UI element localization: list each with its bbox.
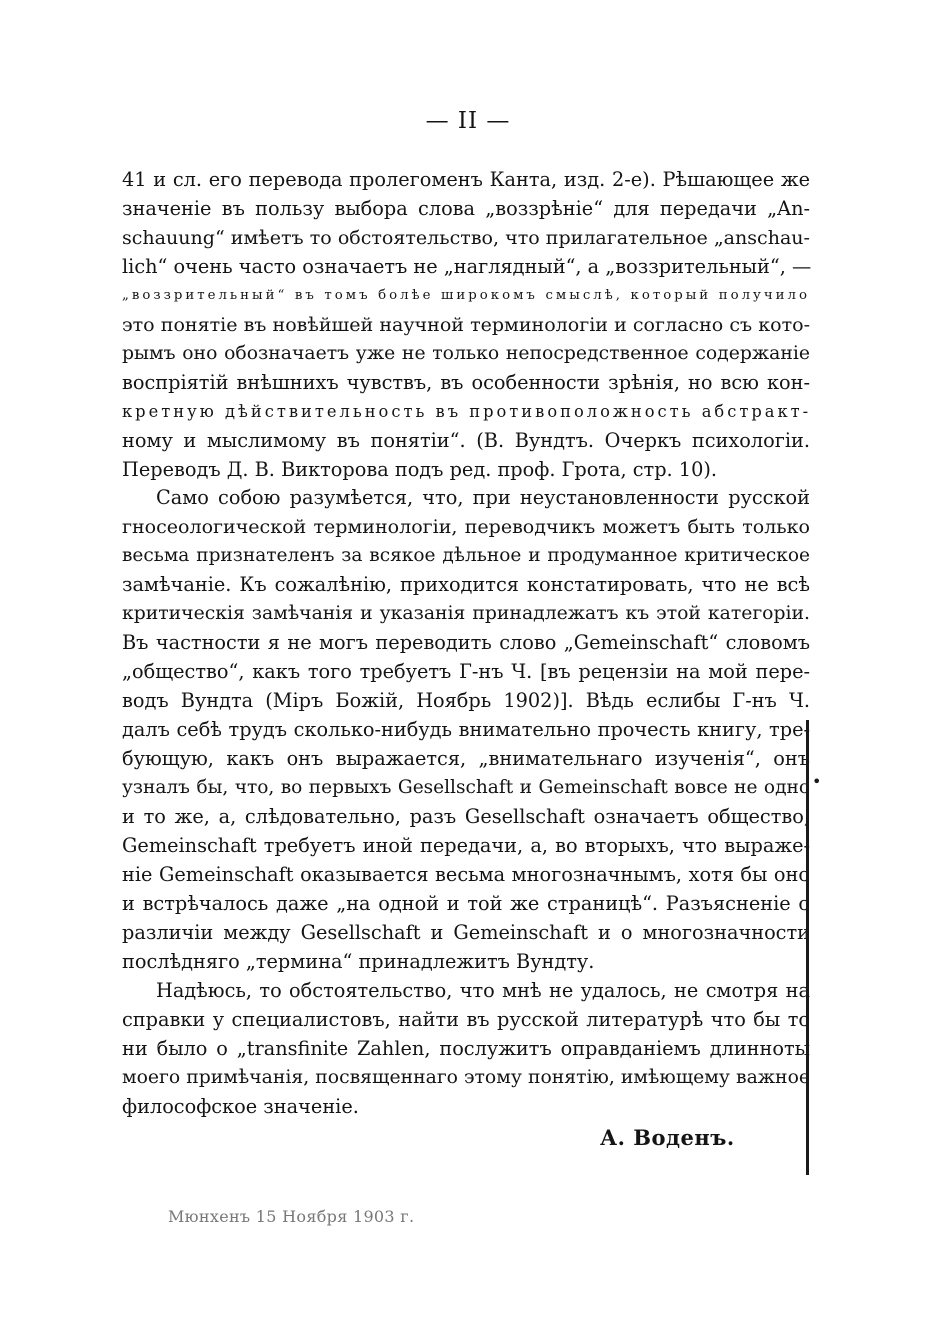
p3-line: философское значенiе. [122,1095,359,1118]
p2-line: и встрѣчалось даже „на одной и той же страницѣ“. Разъясненiе о [122,892,810,915]
p2-line: различiи между Gesellschaft и Gemeinschaft и о многозначности [122,921,810,944]
p1-line: кретную дѣйствительность въ противоположность абстракт- [122,402,812,421]
p1-line: schauung“ имѣетъ то обстоятельство, что прилагательное „anschau- [122,227,810,249]
p1-line: 41 и сл. его перевода пролегоменъ Канта, изд. 2-е). Рѣшающее же [122,168,810,191]
p3-line: справки у специалистовъ, найти въ русской литературѣ что бы то [122,1008,810,1031]
p1-line: рымъ оно обозначаетъ уже не только непосредственное содержанiе [122,343,810,364]
p2-line: далъ себѣ трудъ сколько-нибудь внимательно прочесть книгу, тре- [122,718,810,741]
p2-line: водъ Вундта (Мiръ Божiй, Ноябрь 1902)]. Вѣдь еслибы Г-нъ Ч. [122,689,810,712]
p1-line: значенiе въ пользу выбора слова „воззрѣнiе“ для передачи „An- [122,197,810,220]
margin-mark: • [812,772,822,791]
p3-line: Надѣюсь, то обстоятельство, что мнѣ не удалось, не смотря на [156,979,810,1002]
p3-line: ни было о „transfinite Zahlen, послужитъ оправданiемъ длинноты [122,1037,810,1060]
p2-line: Само собою разумѣется, что, при неустановленности русской [156,486,810,509]
p2-line: замѣчанiе. Къ сожалѣнiю, приходится констатировать, что не всѣ [122,573,810,596]
p1-line: это понятiе въ новѣйшей научной терминологiи и согласно съ кото- [122,314,810,336]
p2-line: узналъ бы, что, во первыхъ Gesellschaft и Gemeinschaft вовсе не одно [122,777,810,798]
p2-line: и то же, а, слѣдовательно, разъ Gesellschaft означаетъ общество, [122,805,810,828]
p2-line: послѣдняго „термина“ принадлежитъ Вундту. [122,950,595,973]
p1-line: „воззрительный“ въ томъ болѣе широкомъ смыслѣ, который получило [122,288,810,303]
p1-line: lich“ очень часто означаетъ не „наглядный“, а „воззрительный“, — [122,255,812,278]
page-number: — II — [425,108,511,134]
p2-line: „общество“, какъ того требуетъ Г-нъ Ч. [въ рецензiи на мой пере- [122,660,810,683]
p2-line: Gemeinschaft требуетъ иной передачи, а, во вторыхъ, что выраже- [122,834,810,857]
p2-line: нiе Gemeinschaft оказывается весьма многозначнымъ, хотя бы оно [122,863,810,886]
margin-binding-line [806,720,809,1175]
p2-line: весьма признателенъ за всякое дѣльное и продуманное критическое [122,545,810,566]
p2-line: гносеологической терминологiи, переводчикъ можетъ быть только [122,516,810,538]
p2-line: бующую, какъ онъ выражается, „внимательнаго изученiя“, онъ [122,747,810,770]
p1-line: Переводъ Д. В. Викторова подъ ред. проф. Грота, стр. 10). [122,458,717,481]
p2-line: критическiя замѣчанiя и указанiя принадлежатъ къ этой категорiи. [122,603,810,624]
place-date: Мюнхенъ 15 Ноября 1903 г. [168,1207,415,1226]
p3-line: моего примѣчанiя, посвященнаго этому понятiю, имѣющему важное [122,1067,810,1088]
p1-line: ному и мыслимому въ понятiи“. (В. Вундтъ. Очеркъ психологiи. [122,429,810,452]
p2-line: Въ частности я не могъ переводить слово „Gemeinschaft“ словомъ [122,631,810,654]
p1-line: воспрiятiй внѣшнихъ чувствъ, въ особенности зрѣнiя, но всю кон- [122,371,810,394]
author-signature: А. Воденъ. [600,1125,735,1150]
